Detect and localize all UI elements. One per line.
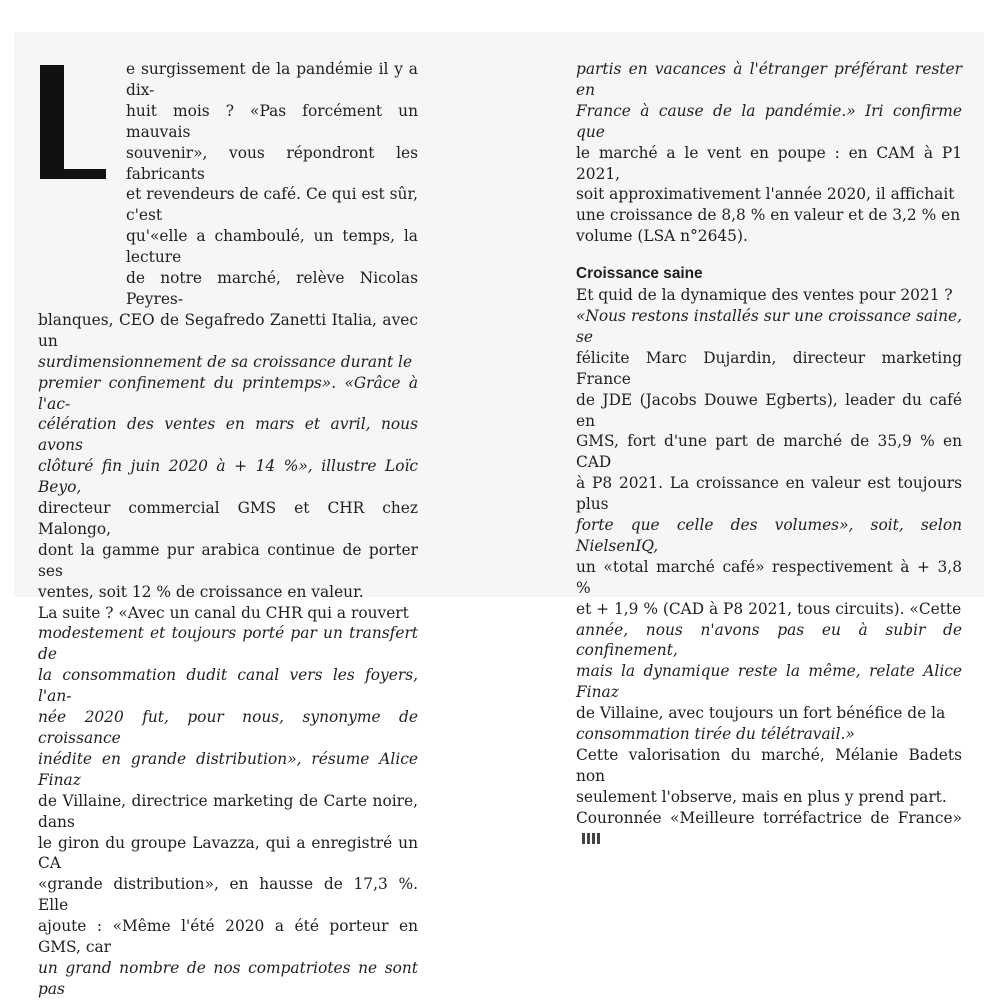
text-line: ajoute : «Même l'été 2020 a été porteur en GMS, car (38, 917, 418, 957)
text-line: une croissance de 8,8 % en valeur et de 3,2 % en (576, 206, 961, 225)
text-line: GMS, fort d'une part de marché de 35,9 % en CAD (576, 432, 962, 472)
text-line: le marché a le vent en poupe : en CAM à P1 2021, (576, 143, 962, 183)
text-line: année, nous n'avons pas eu à subir de confinement, (576, 620, 962, 660)
text-line: dont la gamme pur arabica continue de porter ses (38, 540, 418, 580)
text-line: le giron du groupe Lavazza, qui a enregistré un CA (38, 833, 418, 873)
text-line: volume (LSA n°2645). (576, 227, 748, 246)
text-line: forte que celle des volumes», soit, selon NielsenIQ, (576, 516, 962, 555)
right-column (576, 59, 962, 850)
text-line: La suite ? «Avec un canal du CHR qui a rouvert (38, 603, 409, 622)
text-line: surdimensionnement de sa croissance durant le (38, 352, 413, 371)
text-line: Cette valorisation du marché, Mélanie Badets non (576, 746, 962, 785)
text-line: directeur commercial GMS et CHR chez Malongo, (38, 499, 418, 538)
text-line: la consommation dudit canal vers les foyers, l'an- (38, 666, 418, 706)
text-line: félicite Marc Dujardin, directeur marketing France (576, 348, 962, 388)
text-line: «grande distribution», en hausse de 17,3 %. Elle (38, 875, 418, 915)
text-line: à P8 2021. La croissance en valeur est toujours plus (576, 474, 962, 514)
text-line: Et quid de la dynamique des ventes pour 2021 ? (576, 286, 953, 305)
text-line: clôturé fin juin 2020 à + 14 %», illustre Loïc Beyo, (38, 457, 418, 497)
text-line: un grand nombre de nos compatriotes ne sont pas (38, 958, 418, 998)
text-line: mais la dynamique reste la même, relate Alice Finaz (576, 662, 962, 702)
text-line: huit mois ? «Pas forcément un mauvais (126, 101, 418, 141)
text-line: née 2020 fut, pour nous, synonyme de croissance (38, 708, 418, 747)
text-line: ventes, soit 12 % de croissance en valeur. (38, 582, 364, 601)
text-line: et + 1,9 % (CAD à P8 2021, tous circuits). «Cette (576, 599, 962, 618)
right-column-text-top (576, 59, 962, 247)
text-line: premier confinement du printemps». «Grâce à l'ac- (38, 373, 418, 413)
dropcap-letter (38, 65, 108, 179)
text-line: modestement et toujours porté par un transfert de (38, 624, 418, 664)
text-line: un «total marché café» respectivement à + 3,8 % (576, 557, 962, 597)
text-line: souvenir», vous répondront les fabricants (126, 143, 418, 183)
text-line: partis en vacances à l'étranger préférant rester en (576, 60, 962, 99)
text-line: France à cause de la pandémie.» Iri confirme que (576, 101, 962, 141)
text-line: de JDE (Jacobs Douwe Egberts), leader du café en (576, 390, 962, 430)
section-heading: Croissance saine (576, 265, 703, 283)
text-line: et revendeurs de café. Ce qui est sûr, c'est (126, 185, 418, 225)
text-line: e surgissement de la pandémie il y a dix- (126, 60, 418, 99)
text-line: de notre marché, relève Nicolas Peyres- (126, 269, 418, 308)
left-column-text (38, 59, 418, 1000)
dropcap-glyph (38, 65, 108, 179)
text-line: célération des ventes en mars et avril, nous avons (38, 415, 418, 455)
text-line: «Nous restons installés sur une croissance saine, se (576, 306, 962, 346)
text-line: blanques, CEO de Segafredo Zanetti Italia, avec un (38, 310, 418, 350)
text-line: de Villaine, directrice marketing de Carte noire, dans (38, 791, 418, 831)
left-column (38, 59, 418, 1000)
text-line: inédite en grande distribution», résume Alice Finaz (38, 749, 418, 789)
text-line: seulement l'observe, mais en plus y prend part. (576, 787, 947, 806)
text-line: de Villaine, avec toujours un fort bénéfice de la (576, 704, 946, 723)
text-line: consommation tirée du télétravail.» (576, 725, 855, 744)
article-end-mark-icon (582, 829, 602, 850)
right-column-text-bottom (576, 285, 962, 850)
text-line: qu'«elle a chamboulé, un temps, la lecture (126, 227, 418, 267)
text-line: soit approximativement l'année 2020, il affichait (576, 185, 955, 204)
text-line: Couronnée «Meilleure torréfactrice de France» (576, 808, 962, 850)
